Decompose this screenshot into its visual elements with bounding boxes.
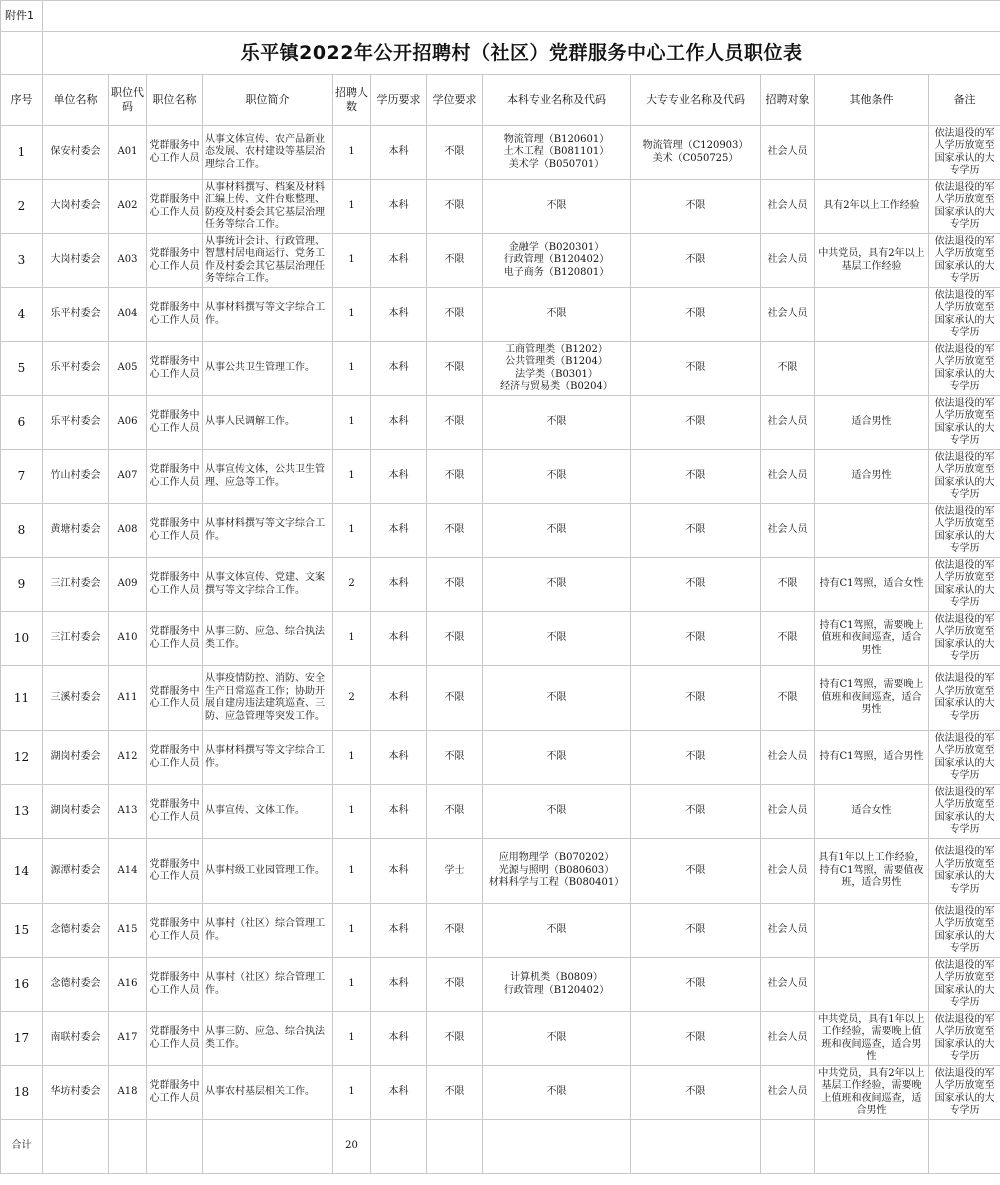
cell-degree: 不限: [427, 342, 483, 396]
cell-intro: 从事三防、应急、综合执法类工作。: [203, 1012, 333, 1066]
cell-unit: 乐平村委会: [43, 288, 109, 342]
cell-other: 持有C1驾照，适合女性: [815, 558, 929, 612]
cell-unit: 大岗村委会: [43, 234, 109, 288]
cell-target: 社会人员: [761, 1012, 815, 1066]
cell-bachelor-major: 不限: [483, 785, 631, 839]
header-seq: 序号: [1, 75, 43, 126]
cell-target: 社会人员: [761, 396, 815, 450]
cell-intro: 从事村级工业园管理工作。: [203, 839, 333, 904]
cell-education: 本科: [371, 612, 427, 666]
cell-count: 2: [333, 558, 371, 612]
cell-bachelor-major: 不限: [483, 558, 631, 612]
cell-intro: 从事三防、应急、综合执法类工作。: [203, 612, 333, 666]
table-row: [1, 288, 1000, 342]
cell-intro: 从事人民调解工作。: [203, 396, 333, 450]
cell-bachelor-major: 不限: [483, 450, 631, 504]
cell-count: 1: [333, 904, 371, 958]
cell-remark: 依法退役的军人学历放宽至国家承认的大专学历: [929, 785, 1000, 839]
cell-count: 1: [333, 839, 371, 904]
cell-degree: 不限: [427, 126, 483, 180]
cell-remark: 依法退役的军人学历放宽至国家承认的大专学历: [929, 904, 1000, 958]
cell-count: 1: [333, 504, 371, 558]
cell-intro: 从事疫情防控、消防、安全生产日常巡查工作；协助开展自建房违法建筑巡查、三防、应急管理等突发工作。: [203, 666, 333, 731]
cell-seq: 13: [1, 785, 43, 839]
cell-bachelor-major: 不限: [483, 396, 631, 450]
cell-remark: 依法退役的军人学历放宽至国家承认的大专学历: [929, 288, 1000, 342]
cell-college-major: 不限: [631, 958, 761, 1012]
cell-education: 本科: [371, 904, 427, 958]
cell-degree: 不限: [427, 958, 483, 1012]
cell-intro: 从事村（社区）综合管理工作。: [203, 904, 333, 958]
header-education: 学历要求: [371, 75, 427, 126]
cell-count: 1: [333, 612, 371, 666]
table-row: [1, 396, 1000, 450]
cell-seq: 7: [1, 450, 43, 504]
cell-bachelor-major: 不限: [483, 666, 631, 731]
cell-seq: 14: [1, 839, 43, 904]
cell-other: 中共党员，具有1年以上工作经验，需要晚上值班和夜间巡查，适合男性: [815, 1012, 929, 1066]
table-row: [1, 558, 1000, 612]
cell-other: 持有C1驾照，需要晚上值班和夜间巡查，适合男性: [815, 612, 929, 666]
cell-education: 本科: [371, 234, 427, 288]
cell-degree: 不限: [427, 396, 483, 450]
cell-code: A16: [109, 958, 147, 1012]
cell-college-major: 物流管理（C120903） 美术（C050725）: [631, 126, 761, 180]
cell-count: 1: [333, 731, 371, 785]
attachment-row: [1, 1, 1000, 32]
cell-position: 党群服务中心工作人员: [147, 666, 203, 731]
title-left-blank: [1, 32, 43, 75]
cell-education: 本科: [371, 666, 427, 731]
title-row: [1, 32, 1000, 75]
cell-education: 本科: [371, 958, 427, 1012]
cell-seq: 6: [1, 396, 43, 450]
cell-degree: 不限: [427, 1012, 483, 1066]
cell-seq: 9: [1, 558, 43, 612]
total-label: 合计: [1, 1120, 43, 1174]
cell-position: 党群服务中心工作人员: [147, 785, 203, 839]
table-row: [1, 666, 1000, 731]
cell-position: 党群服务中心工作人员: [147, 1066, 203, 1120]
cell-other: 适合男性: [815, 396, 929, 450]
cell-position: 党群服务中心工作人员: [147, 1012, 203, 1066]
cell-position: 党群服务中心工作人员: [147, 450, 203, 504]
header-code: 职位代码: [109, 75, 147, 126]
cell-intro: 从事材料撰写等文字综合工作。: [203, 731, 333, 785]
cell-education: 本科: [371, 396, 427, 450]
cell-position: 党群服务中心工作人员: [147, 234, 203, 288]
total-blank: [147, 1120, 203, 1174]
cell-target: 社会人员: [761, 504, 815, 558]
cell-other: 具有1年以上工作经验，持有C1驾照，需要值夜班，适合男性: [815, 839, 929, 904]
cell-degree: 不限: [427, 612, 483, 666]
table-row: [1, 180, 1000, 234]
cell-seq: 11: [1, 666, 43, 731]
total-blank: [109, 1120, 147, 1174]
cell-unit: 华坊村委会: [43, 1066, 109, 1120]
cell-remark: 依法退役的军人学历放宽至国家承认的大专学历: [929, 731, 1000, 785]
cell-position: 党群服务中心工作人员: [147, 558, 203, 612]
cell-bachelor-major: 不限: [483, 1012, 631, 1066]
cell-target: 社会人员: [761, 904, 815, 958]
cell-remark: 依法退役的军人学历放宽至国家承认的大专学历: [929, 612, 1000, 666]
cell-degree: 学士: [427, 839, 483, 904]
cell-education: 本科: [371, 450, 427, 504]
cell-bachelor-major: 不限: [483, 288, 631, 342]
total-blank: [761, 1120, 815, 1174]
cell-college-major: 不限: [631, 785, 761, 839]
header-intro: 职位简介: [203, 75, 333, 126]
cell-degree: 不限: [427, 504, 483, 558]
cell-college-major: 不限: [631, 288, 761, 342]
cell-college-major: 不限: [631, 666, 761, 731]
cell-unit: 湖岗村委会: [43, 731, 109, 785]
cell-other: 适合男性: [815, 450, 929, 504]
cell-degree: 不限: [427, 731, 483, 785]
cell-education: 本科: [371, 288, 427, 342]
cell-seq: 5: [1, 342, 43, 396]
cell-other: 持有C1驾照，适合男性: [815, 731, 929, 785]
cell-remark: 依法退役的军人学历放宽至国家承认的大专学历: [929, 558, 1000, 612]
cell-remark: 依法退役的军人学历放宽至国家承认的大专学历: [929, 1012, 1000, 1066]
cell-intro: 从事宣传、文体工作。: [203, 785, 333, 839]
cell-intro: 从事统计会计、行政管理、智慧村居电商运行、党务工作及村委会其它基层治理任务等综合工作。: [203, 234, 333, 288]
cell-college-major: 不限: [631, 234, 761, 288]
cell-seq: 10: [1, 612, 43, 666]
cell-remark: 依法退役的军人学历放宽至国家承认的大专学历: [929, 234, 1000, 288]
cell-code: A13: [109, 785, 147, 839]
cell-intro: 从事文体宣传、农产品新业态发展、农村建设等基层治理综合工作。: [203, 126, 333, 180]
cell-degree: 不限: [427, 904, 483, 958]
header-count: 招聘人数: [333, 75, 371, 126]
cell-seq: 16: [1, 958, 43, 1012]
cell-position: 党群服务中心工作人员: [147, 396, 203, 450]
cell-education: 本科: [371, 342, 427, 396]
table-row: [1, 342, 1000, 396]
cell-education: 本科: [371, 839, 427, 904]
cell-seq: 17: [1, 1012, 43, 1066]
cell-college-major: 不限: [631, 904, 761, 958]
cell-other: [815, 504, 929, 558]
cell-intro: 从事材料撰写、档案及材料汇编上传、文件台账整理、防疫及村委会其它基层治理任务等综合工作。: [203, 180, 333, 234]
cell-target: 不限: [761, 612, 815, 666]
header-college-major: 大专专业名称及代码: [631, 75, 761, 126]
cell-degree: 不限: [427, 234, 483, 288]
cell-college-major: 不限: [631, 504, 761, 558]
table-row: [1, 904, 1000, 958]
cell-college-major: 不限: [631, 1066, 761, 1120]
cell-count: 1: [333, 342, 371, 396]
cell-college-major: 不限: [631, 839, 761, 904]
table-row: [1, 1012, 1000, 1066]
cell-unit: 三江村委会: [43, 558, 109, 612]
total-blank: [483, 1120, 631, 1174]
cell-code: A15: [109, 904, 147, 958]
cell-remark: 依法退役的军人学历放宽至国家承认的大专学历: [929, 958, 1000, 1012]
cell-college-major: 不限: [631, 396, 761, 450]
cell-unit: 保安村委会: [43, 126, 109, 180]
table-row: [1, 234, 1000, 288]
header-bachelor-major: 本科专业名称及代码: [483, 75, 631, 126]
cell-unit: 三溪村委会: [43, 666, 109, 731]
attachment-label: 附件1: [1, 1, 43, 32]
header-other: 其他条件: [815, 75, 929, 126]
cell-target: 社会人员: [761, 288, 815, 342]
cell-unit: 南联村委会: [43, 1012, 109, 1066]
cell-position: 党群服务中心工作人员: [147, 180, 203, 234]
cell-other: [815, 958, 929, 1012]
cell-education: 本科: [371, 504, 427, 558]
cell-target: 社会人员: [761, 785, 815, 839]
cell-college-major: 不限: [631, 1012, 761, 1066]
cell-intro: 从事农村基层相关工作。: [203, 1066, 333, 1120]
cell-degree: 不限: [427, 666, 483, 731]
cell-remark: 依法退役的军人学历放宽至国家承认的大专学历: [929, 666, 1000, 731]
cell-seq: 1: [1, 126, 43, 180]
cell-count: 1: [333, 785, 371, 839]
cell-count: 1: [333, 180, 371, 234]
cell-seq: 15: [1, 904, 43, 958]
cell-target: 社会人员: [761, 126, 815, 180]
cell-position: 党群服务中心工作人员: [147, 342, 203, 396]
cell-position: 党群服务中心工作人员: [147, 288, 203, 342]
cell-code: A02: [109, 180, 147, 234]
cell-unit: 黄塘村委会: [43, 504, 109, 558]
total-row: [1, 1120, 1000, 1174]
cell-education: 本科: [371, 180, 427, 234]
cell-seq: 12: [1, 731, 43, 785]
cell-college-major: 不限: [631, 612, 761, 666]
cell-target: 社会人员: [761, 731, 815, 785]
cell-education: 本科: [371, 126, 427, 180]
cell-code: A03: [109, 234, 147, 288]
cell-intro: 从事材料撰写等文字综合工作。: [203, 288, 333, 342]
header-degree: 学位要求: [427, 75, 483, 126]
cell-position: 党群服务中心工作人员: [147, 612, 203, 666]
cell-remark: 依法退役的军人学历放宽至国家承认的大专学历: [929, 450, 1000, 504]
cell-count: 1: [333, 1066, 371, 1120]
cell-target: 社会人员: [761, 958, 815, 1012]
cell-education: 本科: [371, 558, 427, 612]
cell-unit: 三江村委会: [43, 612, 109, 666]
cell-bachelor-major: 不限: [483, 180, 631, 234]
cell-education: 本科: [371, 1066, 427, 1120]
cell-college-major: 不限: [631, 731, 761, 785]
cell-code: A05: [109, 342, 147, 396]
cell-target: 社会人员: [761, 234, 815, 288]
cell-degree: 不限: [427, 288, 483, 342]
cell-code: A08: [109, 504, 147, 558]
cell-other: [815, 288, 929, 342]
cell-bachelor-major: 不限: [483, 612, 631, 666]
cell-other: 中共党员，具有2年以上基层工作经验，需要晚上值班和夜间巡查，适合男性: [815, 1066, 929, 1120]
header-row: [1, 75, 1000, 126]
cell-seq: 4: [1, 288, 43, 342]
table-row: [1, 504, 1000, 558]
cell-other: 中共党员，具有2年以上基层工作经验: [815, 234, 929, 288]
total-count: 20: [333, 1120, 371, 1174]
table-row: [1, 785, 1000, 839]
cell-bachelor-major: 应用物理学（B070202） 光源与照明（B080603） 材料科学与工程（B080401）: [483, 839, 631, 904]
cell-unit: 念德村委会: [43, 958, 109, 1012]
cell-bachelor-major: 不限: [483, 904, 631, 958]
cell-seq: 18: [1, 1066, 43, 1120]
cell-code: A11: [109, 666, 147, 731]
cell-count: 1: [333, 450, 371, 504]
cell-intro: 从事公共卫生管理工作。: [203, 342, 333, 396]
cell-position: 党群服务中心工作人员: [147, 904, 203, 958]
table-row: [1, 839, 1000, 904]
cell-code: A04: [109, 288, 147, 342]
table-row: [1, 1066, 1000, 1120]
cell-degree: 不限: [427, 180, 483, 234]
cell-bachelor-major: 不限: [483, 1066, 631, 1120]
cell-bachelor-major: 物流管理（B120601） 土木工程（B081101） 美术学（B050701）: [483, 126, 631, 180]
cell-code: A18: [109, 1066, 147, 1120]
cell-target: 社会人员: [761, 180, 815, 234]
page-title: 乐平镇2022年公开招聘村（社区）党群服务中心工作人员职位表: [43, 32, 1000, 75]
cell-degree: 不限: [427, 450, 483, 504]
cell-position: 党群服务中心工作人员: [147, 731, 203, 785]
cell-unit: 念德村委会: [43, 904, 109, 958]
cell-count: 1: [333, 396, 371, 450]
cell-code: A10: [109, 612, 147, 666]
cell-count: 1: [333, 234, 371, 288]
cell-education: 本科: [371, 1012, 427, 1066]
total-blank: [929, 1120, 1000, 1174]
cell-degree: 不限: [427, 558, 483, 612]
cell-count: 1: [333, 288, 371, 342]
cell-position: 党群服务中心工作人员: [147, 839, 203, 904]
cell-unit: 竹山村委会: [43, 450, 109, 504]
cell-remark: 依法退役的军人学历放宽至国家承认的大专学历: [929, 180, 1000, 234]
cell-remark: 依法退役的军人学历放宽至国家承认的大专学历: [929, 504, 1000, 558]
header-position: 职位名称: [147, 75, 203, 126]
cell-other: 具有2年以上工作经验: [815, 180, 929, 234]
total-blank: [371, 1120, 427, 1174]
total-blank: [43, 1120, 109, 1174]
cell-seq: 3: [1, 234, 43, 288]
cell-position: 党群服务中心工作人员: [147, 958, 203, 1012]
cell-count: 1: [333, 126, 371, 180]
cell-count: 2: [333, 666, 371, 731]
cell-college-major: 不限: [631, 180, 761, 234]
cell-education: 本科: [371, 785, 427, 839]
cell-target: 不限: [761, 342, 815, 396]
cell-remark: 依法退役的军人学历放宽至国家承认的大专学历: [929, 396, 1000, 450]
cell-count: 1: [333, 958, 371, 1012]
cell-seq: 2: [1, 180, 43, 234]
cell-unit: 乐平村委会: [43, 396, 109, 450]
cell-unit: 乐平村委会: [43, 342, 109, 396]
cell-intro: 从事村（社区）综合管理工作。: [203, 958, 333, 1012]
cell-target: 不限: [761, 666, 815, 731]
cell-bachelor-major: 计算机类（B0809） 行政管理（B120402）: [483, 958, 631, 1012]
cell-code: A07: [109, 450, 147, 504]
cell-intro: 从事文体宣传、党建、文案撰写等文字综合工作。: [203, 558, 333, 612]
total-blank: [815, 1120, 929, 1174]
cell-college-major: 不限: [631, 558, 761, 612]
cell-code: A06: [109, 396, 147, 450]
cell-other: [815, 342, 929, 396]
cell-position: 党群服务中心工作人员: [147, 126, 203, 180]
cell-degree: 不限: [427, 785, 483, 839]
cell-remark: 依法退役的军人学历放宽至国家承认的大专学历: [929, 342, 1000, 396]
cell-seq: 8: [1, 504, 43, 558]
cell-college-major: 不限: [631, 450, 761, 504]
cell-unit: 大岗村委会: [43, 180, 109, 234]
total-blank: [631, 1120, 761, 1174]
cell-position: 党群服务中心工作人员: [147, 504, 203, 558]
cell-bachelor-major: 不限: [483, 504, 631, 558]
cell-other: 适合女性: [815, 785, 929, 839]
header-target: 招聘对象: [761, 75, 815, 126]
cell-target: 社会人员: [761, 839, 815, 904]
attachment-row-blank: [43, 1, 1000, 32]
cell-intro: 从事宣传文体，公共卫生管理、应急等工作。: [203, 450, 333, 504]
cell-other: [815, 904, 929, 958]
cell-remark: 依法退役的军人学历放宽至国家承认的大专学历: [929, 1066, 1000, 1120]
cell-degree: 不限: [427, 1066, 483, 1120]
table-row: [1, 731, 1000, 785]
cell-target: 社会人员: [761, 1066, 815, 1120]
cell-other: 持有C1驾照，需要晚上值班和夜间巡查，适合男性: [815, 666, 929, 731]
table-row: [1, 612, 1000, 666]
cell-remark: 依法退役的军人学历放宽至国家承认的大专学历: [929, 839, 1000, 904]
cell-code: A12: [109, 731, 147, 785]
cell-bachelor-major: 不限: [483, 731, 631, 785]
table-row: [1, 126, 1000, 180]
cell-target: 不限: [761, 558, 815, 612]
cell-other: [815, 126, 929, 180]
table-row: [1, 450, 1000, 504]
cell-unit: 湖岗村委会: [43, 785, 109, 839]
cell-college-major: 不限: [631, 342, 761, 396]
cell-code: A17: [109, 1012, 147, 1066]
cell-count: 1: [333, 1012, 371, 1066]
header-unit: 单位名称: [43, 75, 109, 126]
cell-code: A09: [109, 558, 147, 612]
total-blank: [427, 1120, 483, 1174]
cell-code: A14: [109, 839, 147, 904]
cell-intro: 从事材料撰写等文字综合工作。: [203, 504, 333, 558]
header-remark: 备注: [929, 75, 1000, 126]
cell-target: 社会人员: [761, 450, 815, 504]
cell-education: 本科: [371, 731, 427, 785]
cell-bachelor-major: 金融学（B020301） 行政管理（B120402） 电子商务（B120801）: [483, 234, 631, 288]
cell-unit: 源潭村委会: [43, 839, 109, 904]
cell-code: A01: [109, 126, 147, 180]
table-row: [1, 958, 1000, 1012]
cell-remark: 依法退役的军人学历放宽至国家承认的大专学历: [929, 126, 1000, 180]
cell-bachelor-major: 工商管理类（B1202） 公共管理类（B1204） 法学类（B0301） 经济与贸易类（B0204）: [483, 342, 631, 396]
total-blank: [203, 1120, 333, 1174]
